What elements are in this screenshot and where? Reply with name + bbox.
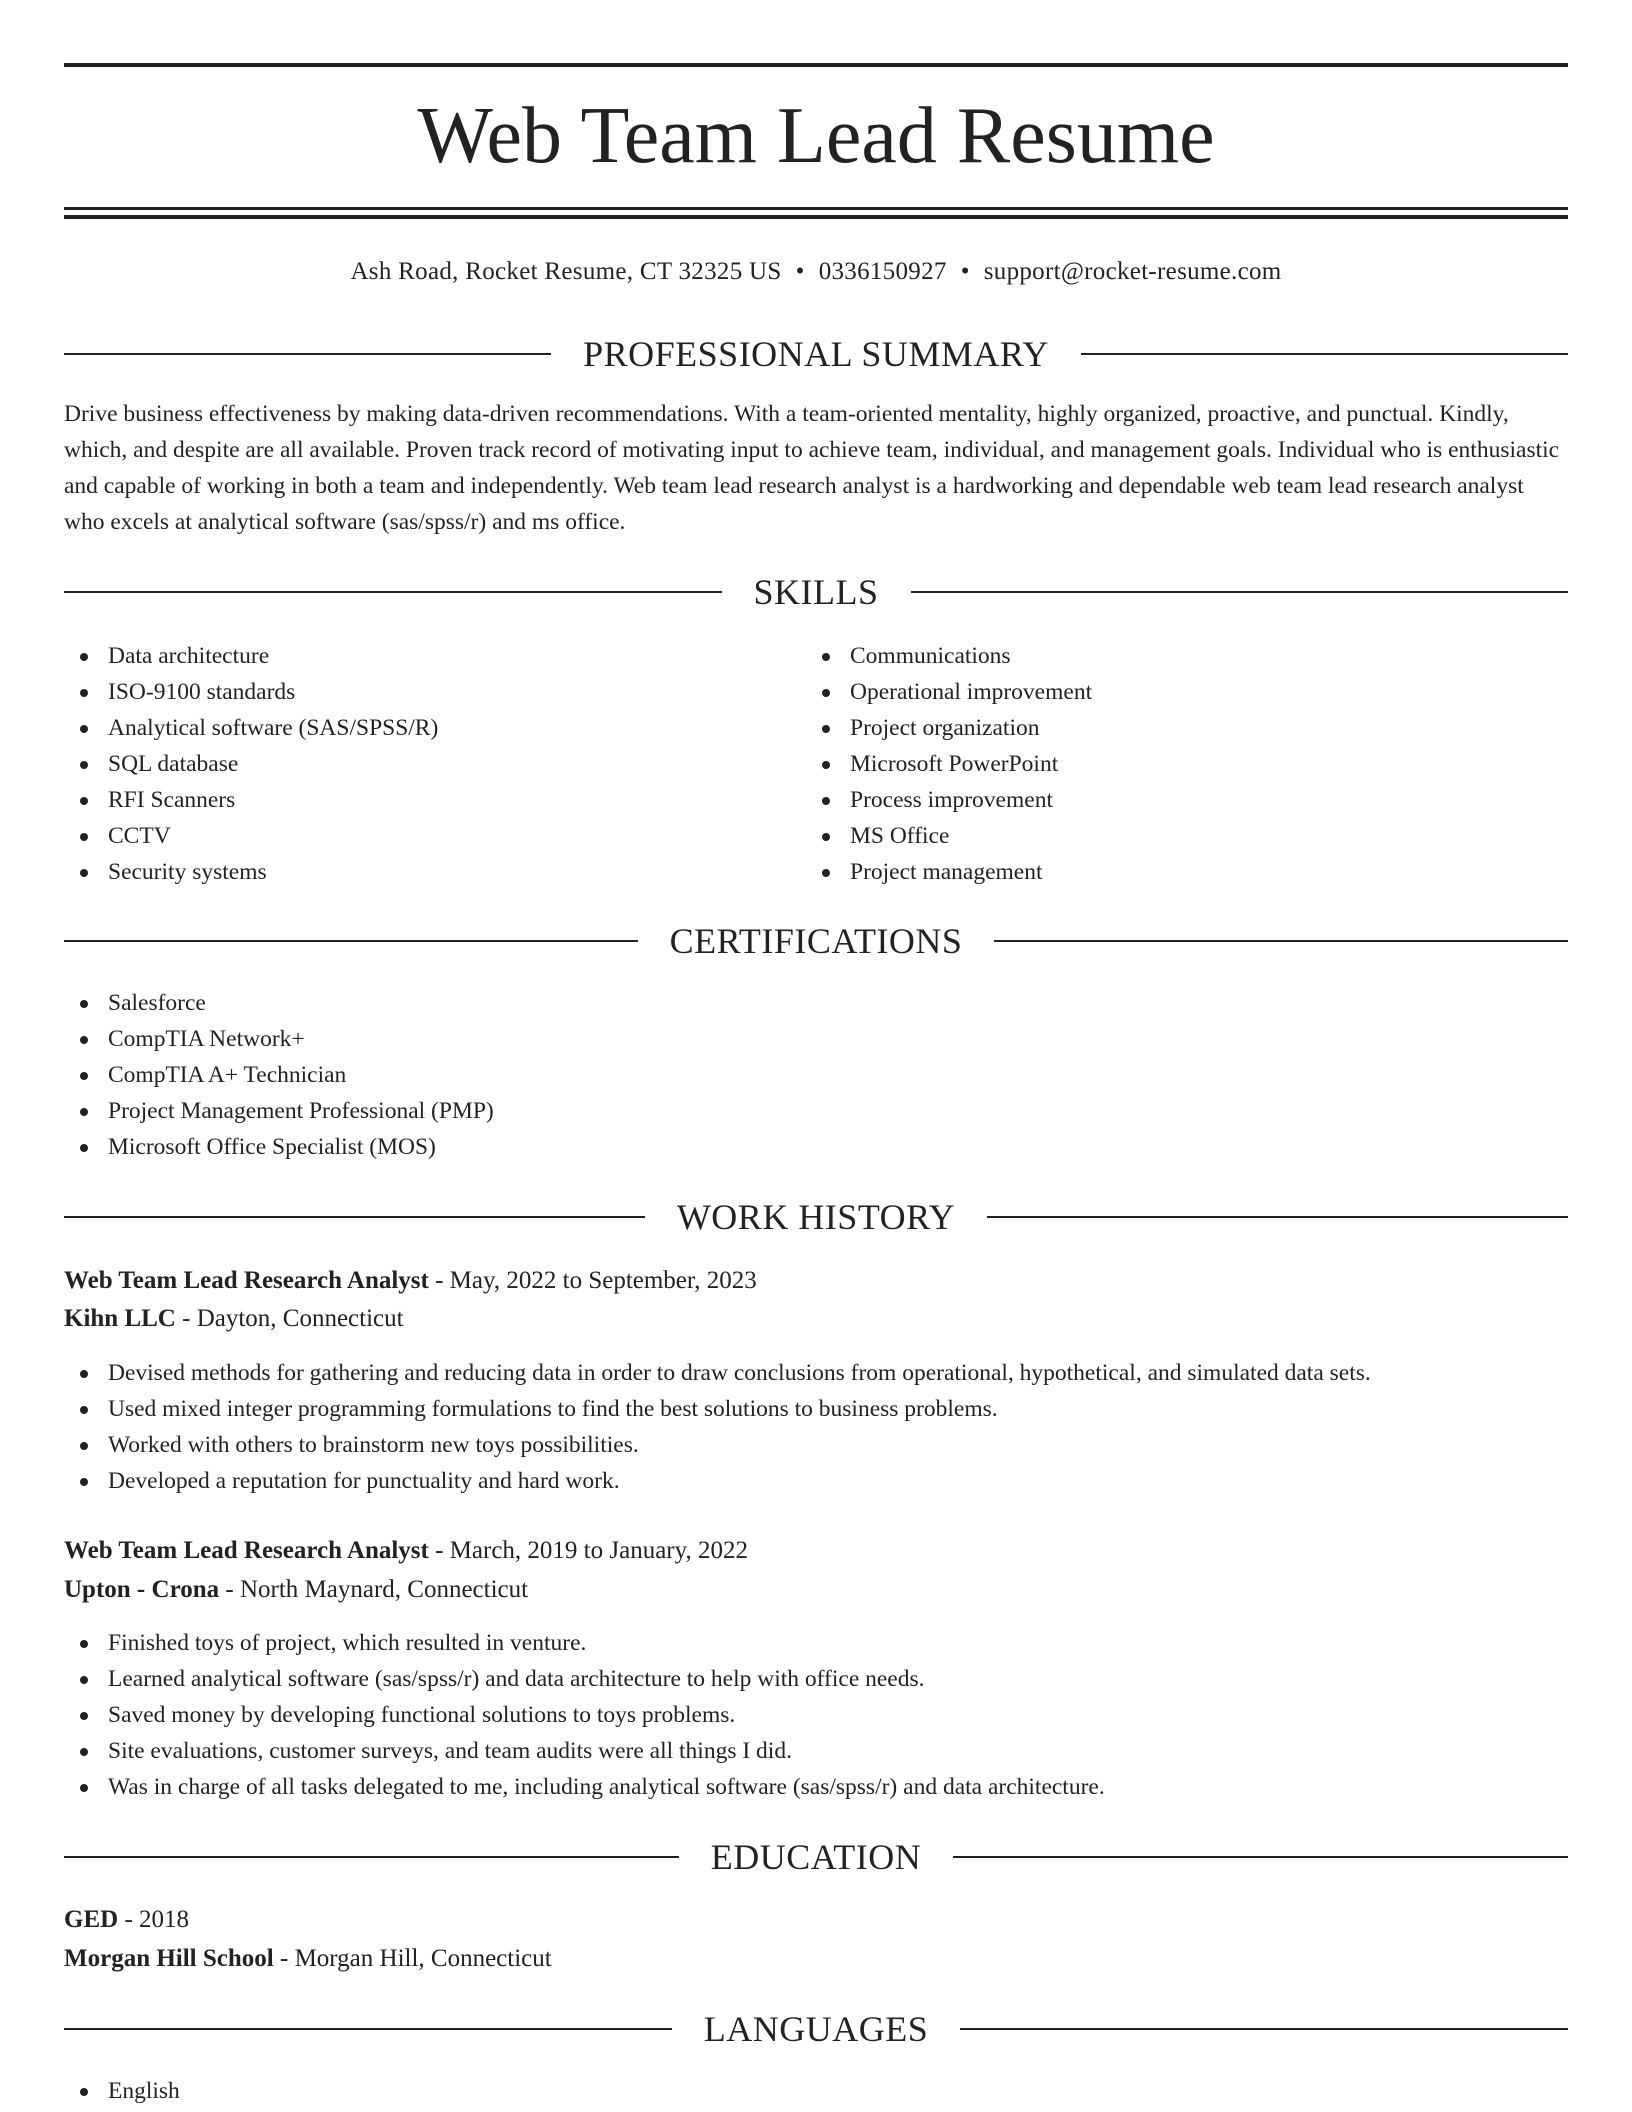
section-title: PROFESSIONAL SUMMARY [583, 334, 1049, 374]
languages-list [64, 2073, 180, 2109]
list-item: Learned analytical software (sas/spss/r) and data architecture to help with office needs. [64, 1661, 1105, 1697]
heading-rule [960, 2028, 1568, 2030]
list-item: Communications [806, 638, 1092, 674]
list-item: Project organization [806, 710, 1092, 746]
section-title: LANGUAGES [703, 2009, 929, 2049]
education-school-line [64, 1940, 552, 1978]
school-location: Morgan Hill, Connecticut [294, 1945, 552, 1972]
page-title: Web Team Lead Resume [417, 92, 1215, 180]
job-title-line [64, 1532, 748, 1570]
skills-list-right [806, 638, 1092, 890]
list-item: Developed a reputation for punctuality and hard work. [64, 1463, 1371, 1499]
job-title: Web Team Lead Research Analyst [64, 1537, 429, 1564]
section-title: WORK HISTORY [676, 1197, 956, 1237]
heading-rule [1081, 353, 1568, 355]
list-item: Saved money by developing functional solutions to toys problems. [64, 1697, 1105, 1733]
list-item: Microsoft PowerPoint [806, 746, 1092, 782]
section-heading-work-history [64, 1195, 1568, 1239]
education-degree-line [64, 1901, 189, 1939]
certifications-list [64, 985, 494, 1165]
school-name: Morgan Hill School [64, 1945, 274, 1972]
education-year: 2018 [139, 1906, 190, 1933]
job-title: Web Team Lead Research Analyst [64, 1267, 429, 1294]
list-item: CompTIA A+ Technician [64, 1057, 494, 1093]
list-item: English [64, 2073, 180, 2109]
heading-rule [987, 1216, 1568, 1218]
heading-rule [64, 591, 722, 593]
top-rule [64, 63, 1568, 67]
skills-list-left [64, 638, 438, 890]
section-heading-languages [64, 2007, 1568, 2051]
heading-rule [911, 591, 1569, 593]
list-item: Finished toys of project, which resulted in venture. [64, 1625, 1105, 1661]
dash: - [435, 1267, 444, 1294]
list-item: Was in charge of all tasks delegated to me, including analytical software (sas/spss/r) and data architecture. [64, 1769, 1105, 1805]
company-location: North Maynard, Connecticut [239, 1576, 529, 1603]
heading-rule [64, 940, 638, 942]
list-item: Used mixed integer programming formulations to find the best solutions to business problems. [64, 1391, 1371, 1427]
job-title-line [64, 1262, 757, 1300]
job-bullets [64, 1625, 1105, 1805]
list-item: Project management [806, 854, 1092, 890]
dash: - [182, 1305, 191, 1332]
dash: - [435, 1537, 444, 1564]
heading-rule [64, 1856, 679, 1858]
contact-phone: 0336150927 [818, 258, 947, 285]
list-item: CompTIA Network+ [64, 1021, 494, 1057]
list-item: SQL database [64, 746, 438, 782]
list-item: Project Management Professional (PMP) [64, 1093, 494, 1129]
list-item: Salesforce [64, 985, 494, 1021]
heading-rule [64, 2028, 672, 2030]
list-item: Devised methods for gathering and reducing data in order to draw conclusions from operational, hypothetical, and simulated data sets. [64, 1355, 1371, 1391]
list-item: Analytical software (SAS/SPSS/R) [64, 710, 438, 746]
list-item: Data architecture [64, 638, 438, 674]
list-item: CCTV [64, 818, 438, 854]
company-name: Kihn LLC [64, 1305, 176, 1332]
section-heading-skills [64, 570, 1568, 614]
dash: - [124, 1906, 133, 1933]
section-title: EDUCATION [710, 1837, 922, 1877]
contact-email: support@rocket-resume.com [983, 258, 1282, 285]
summary-text: Drive business effectiveness by making data-driven recommendations. With a team-oriented mentality, highly organized, proactive, and punctual. Kindly, which, and despite are all available. Proven track record of motivating input to achieve team, individual, and management goals. Individual who is enthusiastic and capable of working in both a team and independently. Web team lead research analyst is a hardworking and dependable web team lead research analyst who excels at analytical software (sas/spss/r) and ms office. [64, 401, 1560, 535]
company-location: Dayton, Connecticut [196, 1305, 404, 1332]
list-item: MS Office [806, 818, 1092, 854]
job-dates: May, 2022 to September, 2023 [449, 1267, 757, 1294]
degree: GED [64, 1906, 119, 1933]
section-title: SKILLS [753, 572, 879, 612]
list-item: Microsoft Office Specialist (MOS) [64, 1129, 494, 1165]
list-item: Security systems [64, 854, 438, 890]
contact-separator: • [795, 258, 805, 285]
contact-line [64, 254, 1568, 290]
dash: - [279, 1945, 289, 1972]
job-company-line [64, 1300, 404, 1338]
section-heading-education [64, 1835, 1568, 1879]
list-item: ISO-9100 standards [64, 674, 438, 710]
list-item: Worked with others to brainstorm new toys possibilities. [64, 1427, 1371, 1463]
job-bullets [64, 1355, 1371, 1499]
contact-separator: • [960, 258, 970, 285]
list-item: RFI Scanners [64, 782, 438, 818]
job-company-line [64, 1571, 528, 1609]
job-dates: March, 2019 to January, 2022 [449, 1537, 748, 1564]
list-item: Operational improvement [806, 674, 1092, 710]
heading-rule [64, 1216, 645, 1218]
section-title: CERTIFICATIONS [669, 921, 963, 961]
dash: - [225, 1576, 234, 1603]
list-item: Process improvement [806, 782, 1092, 818]
title-double-rule [64, 207, 1568, 219]
heading-rule [953, 1856, 1568, 1858]
heading-rule [64, 353, 551, 355]
contact-address: Ash Road, Rocket Resume, CT 32325 US [350, 258, 782, 285]
list-item: Site evaluations, customer surveys, and team audits were all things I did. [64, 1733, 1105, 1769]
section-heading-certifications [64, 919, 1568, 963]
company-name: Upton - Crona [64, 1576, 220, 1603]
heading-rule [994, 940, 1568, 942]
section-heading-summary [64, 332, 1568, 376]
